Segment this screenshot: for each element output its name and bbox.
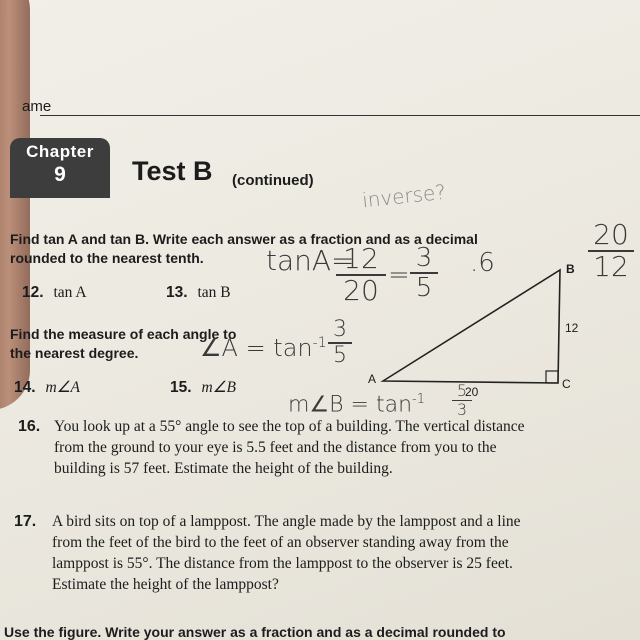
handwritten-tanA-label: tanA= [266,244,355,277]
question-17-line: lamppost is 55°. The distance from the lamppost to the observer is 25 feet. [52,555,513,572]
directions-angle-line1: Find the measure of each angle to [10,326,237,342]
vertex-c-label: C [562,377,571,391]
handwritten-angleB [288,392,425,417]
directions-angle-line2: the nearest degree. [10,345,139,361]
question-16-line: building is 57 feet. Estimate the height of the building. [54,460,393,477]
handwritten-simp-num: 3 [415,243,433,273]
question-17-line: Estimate the height of the lamppost? [52,576,279,593]
question-16 [18,418,40,436]
question-17 [14,513,36,531]
question-17-line: from the feet of the bird to the feet of an observer standing away from the [52,534,509,551]
side-bc-label: 12 [565,321,579,335]
handwritten-tanA-num: 12 [343,242,379,275]
handwritten-decimal: .6 [470,248,495,278]
handwritten-inverse: inverse? [360,179,447,213]
directions-tan-line1: Find tan A and tan B. Write each answer as a fraction and as a decimal [10,231,478,247]
handwritten-angleA-fraction [328,318,352,368]
page-subtitle: (continued) [232,172,314,189]
handwritten-angleB-num: 5 [456,381,468,400]
question-16-line: You look up at a 55° angle to see the top of a building. The vertical distance [54,418,525,435]
handwritten-tanA-fraction [336,244,386,306]
handwritten-angleB-exp: -1 [412,392,425,407]
side-ac-label: 20 [465,385,479,399]
handwritten-angleA-text: ∠A = tan [200,334,313,362]
name-label: ame [22,98,52,115]
question-12-text: tan A [53,284,87,301]
handwritten-angleA-exp: -1 [312,335,327,351]
handwritten-angleB-fraction [452,382,472,419]
question-14-number: 14. [14,379,36,396]
directions-tan-line2: rounded to the nearest tenth. [10,250,204,266]
vertex-a-label: A [368,372,377,386]
question-14-text: m∠A [45,379,80,396]
handwritten-equals: = [388,260,410,290]
question-13-number: 13. [166,284,188,301]
handwritten-tanA-den: 20 [343,274,379,307]
footer-directions: Use the figure. Write your answer as a fraction and as a decimal rounded to [4,624,506,640]
question-13-text: tan B [197,284,231,301]
question-17-line: A bird sits on top of a lamppost. The angle made by the lamppost and a line [52,513,521,530]
handwritten-angleA-num: 3 [333,317,347,342]
question-16-number: 16. [18,418,41,435]
page-title: Test B [132,156,213,186]
question-15-number: 15. [170,379,192,396]
question-17-text [52,511,521,595]
question-16-line: from the ground to your eye is 5.5 feet and the distance from you to the [54,439,497,456]
handwritten-angleB-den: 3 [456,400,468,419]
chapter-label: Chapter [26,142,94,161]
handwritten-tanB-fraction [588,220,634,282]
question-15-text: m∠B [201,379,236,396]
question-17-number: 17. [14,513,37,530]
handwritten-tanB-num: 20 [593,218,629,251]
question-12-number: 12. [22,284,44,301]
vertex-b-label: B [566,262,575,276]
handwritten-angleB-text: m∠B = tan [288,392,413,418]
handwritten-angleA-den: 5 [333,343,347,368]
question-16-text [54,416,525,479]
chapter-number: 9 [54,163,66,186]
handwritten-simplified-fraction [410,244,438,302]
handwritten-angleA [200,334,327,362]
handwritten-tanB-den: 12 [593,250,629,283]
handwritten-simp-den: 5 [415,273,433,303]
right-angle-mark [546,371,558,383]
